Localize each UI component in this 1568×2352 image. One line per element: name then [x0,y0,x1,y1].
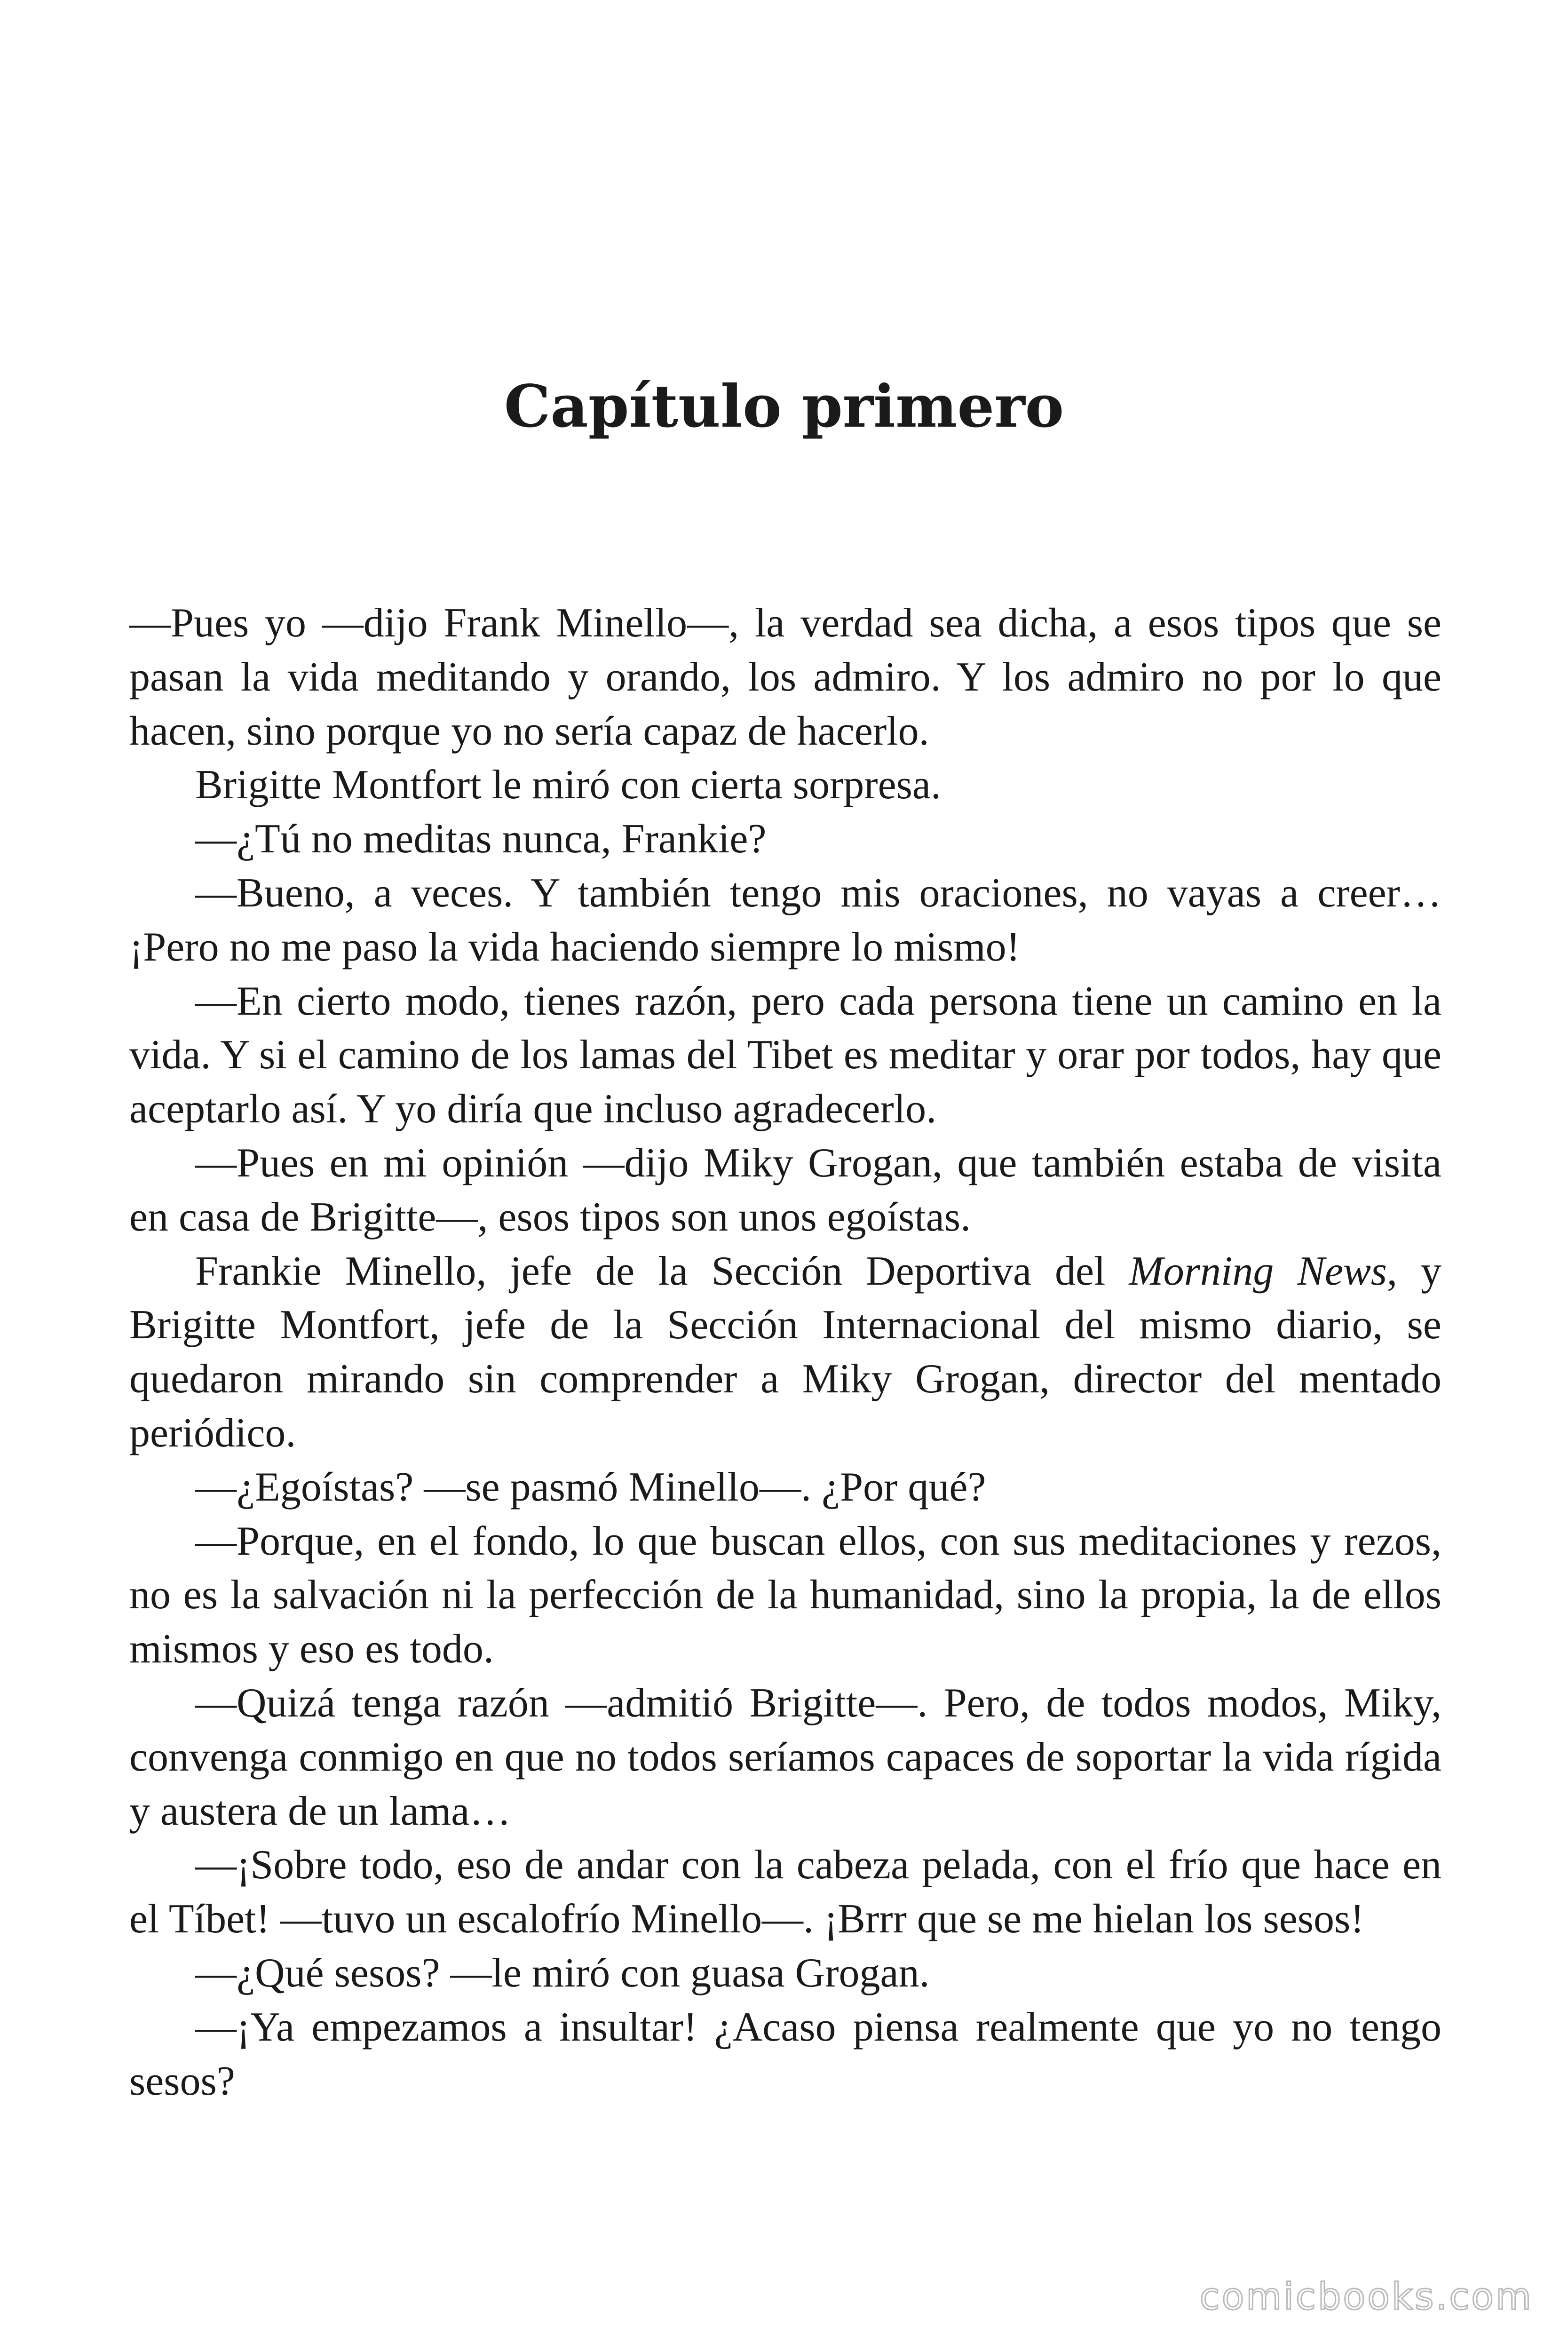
paragraph-2: Brigitte Montfort le miró con cierta sorpresa. [195,762,941,808]
chapter-body [129,596,1441,2108]
watermark: comicbooks.com [1199,2276,1533,2318]
paragraph-7-text-before: Frankie Minello, jefe de la Sección Deportiva del [195,1248,1129,1294]
paragraph-4: —Bueno, a veces. Y también tengo mis oraciones, no vayas a creer… ¡Pero no me paso la vida haciendo siempre lo mismo! [129,870,1441,970]
paragraph-6: —Pues en mi opinión —dijo Miky Grogan, que también estaba de visita en casa de Brigitte—, esos tipos son unos egoístas. [129,1140,1441,1240]
newspaper-name: Morning News [1129,1248,1387,1294]
paragraph-10: —Quizá tenga razón —admitió Brigitte—. Pero, de todos modos, Miky, convenga conmigo en que no todos seríamos capaces de soportar la vida rígida y austera de un lama… [129,1680,1441,1834]
paragraph-13: —¡Ya empezamos a insultar! ¿Acaso piensa realmente que yo no tengo sesos? [129,2004,1441,2104]
paragraph-1: —Pues yo —dijo Frank Minello—, la verdad sea dicha, a esos tipos que se pasan la vida meditando y orando, los admiro. Y los admiro no por lo que hacen, sino porque yo no sería capaz de hacerlo. [129,600,1441,754]
paragraph-12: —¿Qué sesos? —le miró con guasa Grogan. [195,1950,930,1996]
paragraph-5: —En cierto modo, tienes razón, pero cada persona tiene un camino en la vida. Y si el camino de los lamas del Tibet es meditar y orar por todos, hay que aceptarlo así. Y yo diría que incluso agradecerlo. [129,978,1441,1132]
paragraph-7-text-after: , y Brigitte Montfort, jefe de la Sección Internacional del mismo diario, se quedaron mirando sin comprender a Miky Grogan, director del mentado periódico. [129,1248,1441,1456]
chapter-title: Capítulo primero [504,373,1064,441]
paragraph-3: —¿Tú no meditas nunca, Frankie? [195,816,767,862]
paragraph-11: —¡Sobre todo, eso de andar con la cabeza pelada, con el frío que hace en el Tíbet! —tuvo un escalofrío Minello—. ¡Brrr que se me hielan los sesos! [129,1842,1441,1942]
paragraph-7 [129,1245,1441,1461]
paragraph-9: —Porque, en el fondo, lo que buscan ellos, con sus meditaciones y rezos, no es la salvación ni la perfección de la humanidad, sino la propia, la de ellos mismos y eso es todo. [129,1518,1441,1672]
paragraph-8: —¿Egoístas? —se pasmó Minello—. ¿Por qué? [195,1464,986,1510]
